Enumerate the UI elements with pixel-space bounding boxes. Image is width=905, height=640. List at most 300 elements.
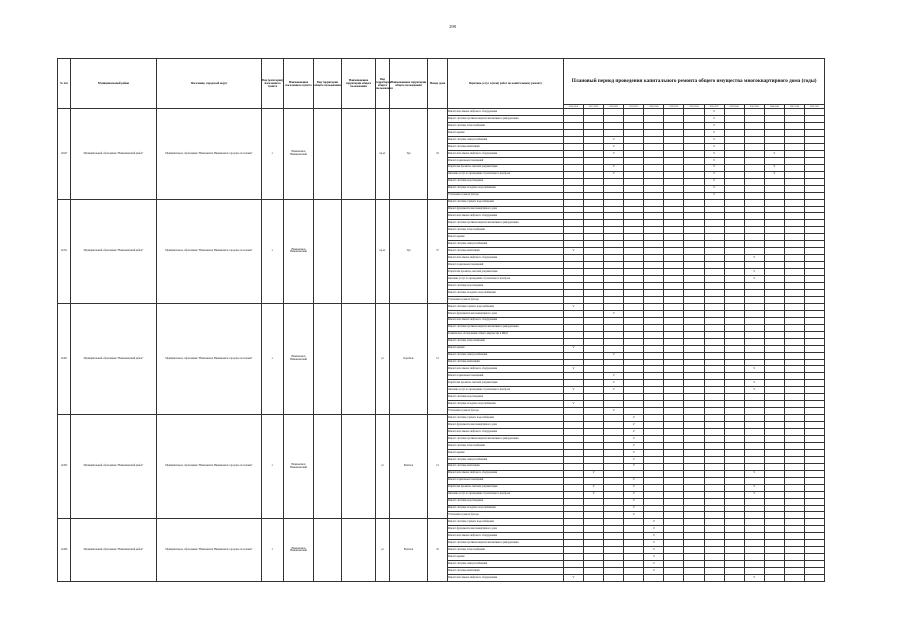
period-mark — [664, 554, 684, 561]
period-mark: V — [744, 366, 764, 373]
period-mark — [764, 130, 784, 137]
period-mark — [584, 137, 604, 144]
period-mark — [684, 150, 704, 157]
period-mark — [584, 269, 604, 276]
period-mark — [764, 178, 784, 185]
period-mark — [604, 449, 624, 456]
period-mark — [744, 324, 764, 331]
period-mark — [784, 512, 804, 519]
block-street-type — [314, 415, 342, 519]
period-mark — [564, 137, 584, 144]
work-item: Ремонт системы холодного водоснабжения — [448, 401, 564, 408]
period-mark — [784, 394, 804, 401]
work-item: Разработка проектно-сметной документации — [448, 269, 564, 276]
period-mark — [724, 220, 744, 227]
period-mark — [584, 143, 604, 150]
period-mark — [784, 296, 804, 303]
work-item: Ремонт системы вентиляции — [448, 143, 564, 150]
period-mark — [804, 317, 824, 324]
table-row — [58, 199, 825, 206]
work-item: Ремонт системы противопожарной автоматики и дымоудаления — [448, 435, 564, 442]
period-mark — [784, 449, 804, 456]
block-settlement: Муниципальное образование "Нижнекамск Нижнекамск городское поселение" — [157, 303, 262, 414]
period-mark — [604, 422, 624, 429]
period-mark — [704, 199, 724, 206]
period-mark — [764, 157, 784, 164]
period-mark: V — [624, 484, 644, 491]
block-kind: г. — [262, 303, 284, 414]
period-mark — [584, 415, 604, 422]
period-mark: V — [584, 491, 604, 498]
period-mark — [684, 283, 704, 290]
period-mark — [704, 317, 724, 324]
page-number: 298 — [449, 24, 456, 29]
period-mark — [604, 241, 624, 248]
period-mark — [784, 533, 804, 540]
period-mark — [764, 387, 784, 394]
period-mark — [564, 178, 584, 185]
period-mark — [644, 449, 664, 456]
period-mark — [604, 442, 624, 449]
period-mark: V — [604, 387, 624, 394]
period-mark — [664, 387, 684, 394]
period-mark — [744, 512, 764, 519]
work-item: Ремонт крыши — [448, 130, 564, 137]
period-mark — [804, 324, 824, 331]
period-mark — [644, 283, 664, 290]
period-mark — [664, 303, 684, 310]
period-mark — [684, 505, 704, 512]
work-item: Ремонт крыши — [448, 449, 564, 456]
period-mark — [624, 401, 644, 408]
work-item: Ремонт подвальных помещений — [448, 262, 564, 269]
period-mark — [644, 477, 664, 484]
period-mark — [604, 568, 624, 575]
period-mark: V — [564, 248, 584, 255]
period-mark — [604, 227, 624, 234]
period-mark — [784, 283, 804, 290]
period-mark — [604, 324, 624, 331]
period-mark — [804, 137, 824, 144]
period-mark — [584, 575, 604, 582]
period-mark — [744, 150, 764, 157]
period-mark — [644, 213, 664, 220]
period-mark — [564, 234, 584, 241]
period-mark — [724, 575, 744, 582]
period-mark — [804, 387, 824, 394]
period-mark — [664, 422, 684, 429]
period-mark — [764, 512, 784, 519]
period-mark: V — [704, 137, 724, 144]
period-mark — [744, 533, 764, 540]
period-mark — [744, 561, 764, 568]
period-mark — [584, 540, 604, 547]
period-mark — [564, 456, 584, 463]
header-building-name: Наименование территории общего пользования — [390, 59, 428, 109]
period-mark — [584, 401, 604, 408]
period-mark — [764, 366, 784, 373]
period-mark — [604, 435, 624, 442]
period-mark — [724, 380, 744, 387]
period-mark — [684, 199, 704, 206]
period-mark — [564, 533, 584, 540]
period-mark — [724, 422, 744, 429]
period-mark — [584, 324, 604, 331]
period-mark — [644, 130, 664, 137]
period-mark — [584, 435, 604, 442]
period-mark — [564, 554, 584, 561]
period-mark — [764, 498, 784, 505]
header-works: Перечень услуг и (или) работ по капитальному ремонту — [448, 59, 564, 109]
period-mark: V — [644, 561, 664, 568]
block-street-type — [314, 519, 342, 582]
period-mark — [624, 178, 644, 185]
period-mark — [564, 109, 584, 116]
period-mark — [744, 435, 764, 442]
period-mark — [764, 109, 784, 116]
period-mark — [804, 310, 824, 317]
period-mark — [684, 296, 704, 303]
work-item: Ремонт системы противопожарной автоматики и дымоудаления — [448, 540, 564, 547]
period-mark — [664, 401, 684, 408]
period-mark — [704, 241, 724, 248]
period-mark — [724, 303, 744, 310]
block-locality: Нижнекамск Нижнекамский — [284, 519, 314, 582]
period-mark: V — [604, 373, 624, 380]
period-mark — [724, 157, 744, 164]
period-mark — [684, 422, 704, 429]
period-mark: V — [744, 484, 764, 491]
period-mark — [744, 178, 764, 185]
block-street-type — [314, 303, 342, 414]
period-mark — [764, 241, 784, 248]
period-mark: V — [564, 387, 584, 394]
period-mark — [644, 456, 664, 463]
period-mark — [684, 498, 704, 505]
period-mark — [624, 199, 644, 206]
period-mark — [564, 143, 584, 150]
period-mark — [804, 213, 824, 220]
period-mark — [804, 255, 824, 262]
block-settlement: Муниципальное образование "Нижнекамск Нижнекамск городское поселение" — [157, 199, 262, 303]
period-mark — [664, 255, 684, 262]
period-mark — [564, 519, 584, 526]
period-mark — [684, 143, 704, 150]
period-mark — [644, 116, 664, 123]
period-mark — [564, 422, 584, 429]
period-mark — [684, 310, 704, 317]
period-mark — [764, 352, 784, 359]
period-mark — [584, 345, 604, 352]
period-mark — [624, 269, 644, 276]
period-mark — [584, 533, 604, 540]
period-mark — [624, 338, 644, 345]
period-mark — [564, 526, 584, 533]
period-mark — [744, 401, 764, 408]
period-mark — [584, 554, 604, 561]
period-mark — [804, 109, 824, 116]
period-mark — [804, 123, 824, 130]
header-street-type: Вид территории общего пользования — [314, 59, 342, 109]
period-mark — [784, 164, 804, 171]
period-mark — [564, 477, 584, 484]
period-mark: V — [624, 422, 644, 429]
period-mark — [624, 220, 644, 227]
period-mark — [644, 109, 664, 116]
period-mark — [724, 540, 744, 547]
period-mark — [764, 470, 784, 477]
block-number: 12263 — [58, 415, 71, 519]
work-item: Оказание услуг по проведению строительного контроля — [448, 276, 564, 283]
period-mark — [664, 470, 684, 477]
period-mark: V — [624, 512, 644, 519]
period-mark — [684, 324, 704, 331]
period-mark — [704, 526, 724, 533]
period-mark — [784, 380, 804, 387]
work-item: Утепление и ремонт фасада — [448, 408, 564, 415]
period-mark — [744, 477, 764, 484]
period-mark — [764, 401, 784, 408]
period-mark — [764, 505, 784, 512]
year-header: 2029-2031 — [664, 105, 684, 109]
period-mark — [684, 366, 704, 373]
period-mark — [684, 491, 704, 498]
period-mark — [744, 192, 764, 199]
period-mark — [684, 241, 704, 248]
period-mark — [664, 540, 684, 547]
period-mark — [724, 359, 744, 366]
period-mark — [784, 429, 804, 436]
work-item: Ремонт фундамента многоквартирного дома — [448, 526, 564, 533]
period-mark — [624, 387, 644, 394]
period-mark — [664, 408, 684, 415]
period-mark — [744, 130, 764, 137]
period-mark — [784, 150, 804, 157]
period-mark — [684, 137, 704, 144]
period-mark — [764, 116, 784, 123]
block-locality: Нижнекамск Нижнекамский — [284, 109, 314, 199]
period-mark — [804, 143, 824, 150]
year-header: 2047-2049 — [784, 105, 804, 109]
period-mark — [784, 199, 804, 206]
block-number: 12261 — [58, 303, 71, 414]
period-mark — [724, 519, 744, 526]
period-mark — [804, 116, 824, 123]
period-mark — [664, 178, 684, 185]
period-mark — [644, 262, 664, 269]
period-mark — [584, 498, 604, 505]
period-mark: V — [624, 491, 644, 498]
period-mark — [744, 116, 764, 123]
period-mark — [624, 213, 644, 220]
period-mark — [724, 324, 744, 331]
period-mark — [664, 345, 684, 352]
period-mark — [604, 276, 624, 283]
period-mark — [804, 422, 824, 429]
period-mark — [644, 359, 664, 366]
period-mark — [584, 157, 604, 164]
period-mark — [624, 234, 644, 241]
period-mark — [724, 568, 744, 575]
period-mark — [604, 338, 624, 345]
period-mark — [784, 130, 804, 137]
period-mark — [744, 463, 764, 470]
period-mark — [804, 491, 824, 498]
period-mark: V — [604, 310, 624, 317]
period-mark: V — [604, 380, 624, 387]
block-building-name: Корабель — [390, 303, 428, 414]
period-mark: V — [744, 387, 764, 394]
block-kind: г. — [262, 415, 284, 519]
period-mark — [784, 303, 804, 310]
period-mark — [784, 491, 804, 498]
period-mark — [624, 248, 644, 255]
period-mark — [744, 171, 764, 178]
period-mark — [724, 248, 744, 255]
period-mark — [724, 130, 744, 137]
period-mark — [764, 575, 784, 582]
period-mark — [724, 401, 744, 408]
year-header: 2041-2043 — [744, 105, 764, 109]
period-mark — [704, 575, 724, 582]
period-mark — [584, 178, 604, 185]
period-mark — [724, 429, 744, 436]
period-mark — [704, 401, 724, 408]
period-mark — [664, 435, 684, 442]
period-mark — [644, 394, 664, 401]
period-mark — [684, 269, 704, 276]
period-mark — [644, 415, 664, 422]
period-mark — [784, 408, 804, 415]
period-mark — [564, 338, 584, 345]
block-building-name: Тук — [390, 199, 428, 303]
period-mark — [624, 470, 644, 477]
period-mark — [724, 143, 744, 150]
period-mark — [744, 262, 764, 269]
period-mark — [804, 519, 824, 526]
period-mark: V — [704, 192, 724, 199]
block-district: Муниципальный образование "Нижнекамский район" — [71, 199, 157, 303]
header-house-no: Номер дома — [428, 59, 448, 109]
period-mark — [624, 380, 644, 387]
year-header: 2044-2046 — [764, 105, 784, 109]
period-mark — [564, 116, 584, 123]
period-mark — [664, 449, 684, 456]
period-mark — [804, 206, 824, 213]
period-mark — [644, 123, 664, 130]
period-mark — [744, 199, 764, 206]
period-mark — [804, 429, 824, 436]
work-item: Ремонт системы теплоснабжения — [448, 338, 564, 345]
period-mark — [744, 234, 764, 241]
header-plan-title: Плановый период проведения капитального ремонта общего имущества многоквартирного дома (годы) — [564, 59, 825, 105]
period-mark — [644, 401, 664, 408]
period-mark — [704, 505, 724, 512]
period-mark — [784, 157, 804, 164]
period-mark — [664, 324, 684, 331]
period-mark — [664, 130, 684, 137]
period-mark: V — [564, 401, 584, 408]
header-district: Муниципальный район — [71, 59, 157, 109]
period-mark — [744, 241, 764, 248]
period-mark — [784, 255, 804, 262]
header-kind: Вид (категория) населенного пункта — [262, 59, 284, 109]
period-mark — [564, 505, 584, 512]
period-mark — [664, 296, 684, 303]
period-mark — [724, 449, 744, 456]
block-kind: г. — [262, 109, 284, 199]
period-mark — [644, 206, 664, 213]
period-mark — [684, 547, 704, 554]
period-mark — [764, 192, 784, 199]
period-mark — [784, 352, 804, 359]
period-mark — [604, 554, 624, 561]
block-district: Муниципальный образование "Нижнекамский район" — [71, 303, 157, 414]
period-mark — [664, 109, 684, 116]
period-mark — [584, 213, 604, 220]
period-mark — [584, 568, 604, 575]
period-mark — [624, 150, 644, 157]
period-mark — [684, 220, 704, 227]
block-street-name — [342, 519, 376, 582]
block-house-no: 18 — [428, 109, 448, 199]
period-mark — [564, 171, 584, 178]
period-mark — [744, 310, 764, 317]
period-mark — [744, 213, 764, 220]
period-mark — [624, 192, 644, 199]
block-street-name — [342, 199, 376, 303]
period-mark — [764, 484, 784, 491]
period-mark — [744, 317, 764, 324]
period-mark — [684, 519, 704, 526]
block-district: Муниципальный образование "Нижнекамский район" — [71, 109, 157, 199]
period-mark — [584, 262, 604, 269]
period-mark — [804, 505, 824, 512]
period-mark — [704, 568, 724, 575]
period-mark — [604, 116, 624, 123]
period-mark — [564, 568, 584, 575]
work-item: Разработка проектно-сметной документации — [448, 484, 564, 491]
period-mark — [584, 248, 604, 255]
period-mark: V — [624, 477, 644, 484]
period-mark — [764, 547, 784, 554]
period-mark — [724, 116, 744, 123]
period-mark — [604, 401, 624, 408]
period-mark: V — [604, 143, 624, 150]
period-mark: V — [744, 269, 764, 276]
period-mark — [564, 394, 584, 401]
period-mark — [624, 109, 644, 116]
period-mark — [564, 331, 584, 338]
period-mark — [564, 192, 584, 199]
period-mark — [564, 359, 584, 366]
period-mark — [684, 109, 704, 116]
period-mark — [704, 206, 724, 213]
period-mark — [784, 422, 804, 429]
period-mark — [624, 130, 644, 137]
period-mark — [684, 470, 704, 477]
period-mark — [804, 352, 824, 359]
period-mark — [564, 123, 584, 130]
period-mark — [804, 526, 824, 533]
period-mark — [624, 137, 644, 144]
period-mark — [664, 463, 684, 470]
period-mark — [564, 227, 584, 234]
period-mark — [704, 324, 724, 331]
period-mark — [784, 248, 804, 255]
period-mark — [724, 109, 744, 116]
period-mark — [784, 547, 804, 554]
